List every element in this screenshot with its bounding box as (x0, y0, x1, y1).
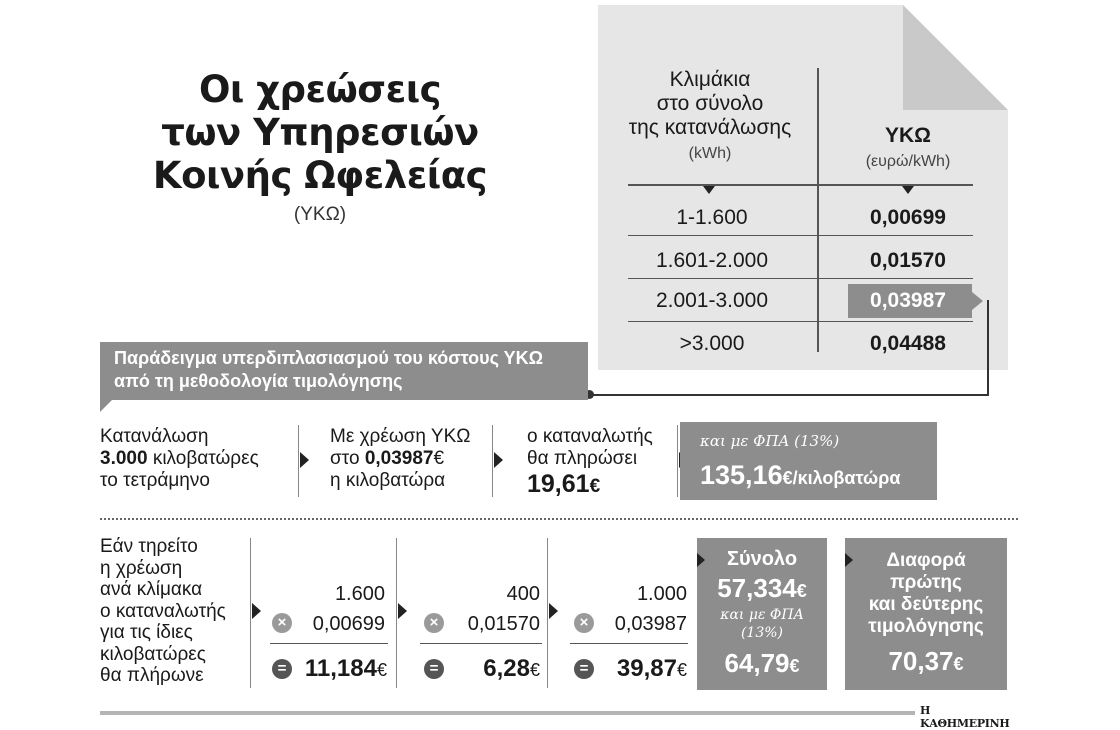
example-callout: Παράδειγμα υπερδιπλασιασμού του κόστους ΥΚΩ από τη μεθοδολογία τιμολόγησης (100, 342, 588, 400)
connector-line (987, 300, 989, 396)
table-header-yko: ΥΚΩ (ευρώ/kWh) (865, 124, 951, 170)
callout-tail (100, 400, 112, 412)
arrow-right-icon (300, 452, 309, 468)
tier-rate: 0,00699 (312, 613, 385, 635)
tier-kwh: 1.000 (636, 583, 687, 605)
equals-icon: = (574, 659, 594, 679)
tier-rate: 0,01570 (467, 613, 540, 635)
tier-kwh: 1.600 (334, 583, 385, 605)
table-row-divider (628, 321, 973, 322)
table-cell-value: 0,00699 (870, 206, 946, 229)
sum-line (270, 643, 388, 644)
tier-result: 11,184€ (304, 655, 387, 682)
table-cell-range: 1.601-2.000 (655, 249, 769, 272)
tier-result: 6,28€ (483, 655, 540, 682)
highlight-pointer (972, 292, 983, 310)
table-row-divider (628, 278, 973, 279)
total-box: Σύνολο 57,334€ και με ΦΠΑ (13%) 64,79€ (697, 538, 827, 690)
tier-kwh: 400 (506, 583, 540, 605)
arrow-down-icon (703, 186, 715, 194)
column-divider (547, 538, 548, 688)
difference-box: Διαφορά πρώτης και δεύτερης τιμολόγησης 70,37€ (845, 538, 1007, 690)
equals-icon: = (272, 659, 292, 679)
column-divider (677, 425, 678, 497)
arrow-down-icon (902, 186, 914, 194)
table-cell-range: 1-1.600 (676, 206, 748, 229)
arrow-right-icon (845, 553, 853, 567)
table-header-rule (628, 184, 973, 186)
table-cell-range: 2.001-3.000 (655, 289, 769, 312)
footer-rule (100, 711, 915, 715)
arrow-right-icon (494, 452, 503, 468)
payment-text: ο καταναλωτής θα πληρώσει 19,61€ (527, 426, 653, 498)
table-cell-value: 0,01570 (870, 249, 946, 272)
page-fold-corner (903, 5, 1008, 110)
column-divider (250, 538, 251, 688)
column-divider (396, 538, 397, 688)
table-cell-value-highlight: 0,03987 (870, 289, 946, 312)
sum-line (570, 643, 688, 644)
tier-explanation: Εάν τηρείτο η χρέωση ανά κλίμακα ο καταναλωτής για τις ίδιες κιλοβατώρες θα πλήρωνε (100, 536, 226, 686)
page-subtitle: (ΥΚΩ) (293, 204, 347, 225)
arrow-right-icon (398, 603, 407, 619)
connector-line (590, 394, 989, 396)
rate-text: Με χρέωση ΥΚΩ στο 0,03987€ η κιλοβατώρα (330, 426, 471, 491)
table-cell-range: >3.000 (679, 332, 745, 355)
times-icon: × (424, 613, 444, 633)
arrow-right-icon (549, 603, 558, 619)
column-divider (492, 425, 493, 497)
arrow-right-icon (697, 553, 705, 567)
section-divider (100, 518, 1018, 520)
table-header-tiers: Κλιμάκια στο σύνολο της κατανάλωσης (kWh) (628, 68, 792, 162)
times-icon: × (574, 613, 594, 633)
arrow-right-icon (252, 603, 261, 619)
tier-result: 39,87€ (616, 655, 687, 682)
times-icon: × (272, 613, 292, 633)
page-title: Οι χρεώσεις των Υπηρεσιών Κοινής Ωφελείας (152, 68, 488, 197)
publisher-logo: Η ΚΑΘΗΜΕΡΙΝΗ (920, 704, 1010, 730)
table-row-divider (628, 235, 973, 236)
table-cell-value: 0,04488 (870, 332, 946, 355)
column-divider (298, 425, 299, 497)
sum-line (420, 643, 542, 644)
consumption-text: Κατανάλωση 3.000 κιλοβατώρες το τετράμηνο (100, 426, 259, 491)
equals-icon: = (424, 659, 444, 679)
vat-result-box: και με ΦΠΑ (13%) 135,16€/κιλοβατώρα (680, 422, 937, 500)
tier-rate: 0,03987 (614, 613, 687, 635)
